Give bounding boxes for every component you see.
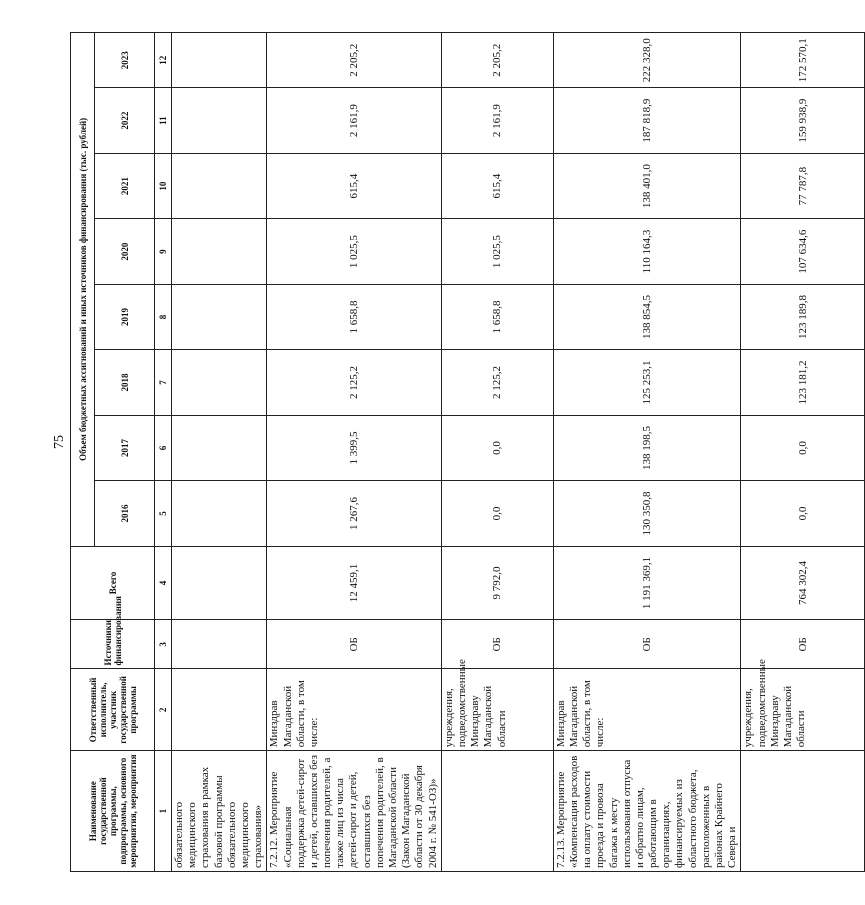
row-value-cell: 130 350,8	[553, 481, 741, 546]
row-value-cell: 138 854,5	[553, 284, 741, 349]
row-value-cell	[172, 546, 267, 620]
row-name-cell: обязательного медицинского страхования в рамках базовой программы обязательного медицинского страхования»	[172, 751, 267, 872]
row-value-cell: 123 189,8	[741, 284, 865, 349]
row-value-cell	[172, 88, 267, 153]
header-year: 2019	[95, 284, 155, 349]
row-value-cell: 9 792,0	[441, 546, 553, 620]
row-value-cell	[172, 153, 267, 218]
row-value-cell: 0,0	[441, 415, 553, 480]
row-source-cell: ОБ	[553, 620, 741, 669]
row-value-cell	[172, 219, 267, 284]
index-cell: 7	[155, 350, 172, 415]
row-value-cell: 1 658,8	[441, 284, 553, 349]
row-value-cell	[172, 481, 267, 546]
row-value-cell: 77 787,8	[741, 153, 865, 218]
row-value-cell: 110 164,3	[553, 219, 741, 284]
row-value-cell: 107 634,6	[741, 219, 865, 284]
row-value-cell: 0,0	[741, 415, 865, 480]
row-source-cell: ОБ	[441, 620, 553, 669]
row-executor-cell: Минздрав Магаданской области, в том числе:	[267, 669, 441, 751]
row-executor-cell	[172, 669, 267, 751]
header-year: 2016	[95, 481, 155, 546]
row-source-cell: ОБ	[267, 620, 441, 669]
index-cell: 2	[155, 669, 172, 751]
header-year: 2023	[95, 33, 155, 88]
row-value-cell	[172, 284, 267, 349]
header-year: 2022	[95, 88, 155, 153]
rotated-table-wrapper	[70, 32, 865, 872]
row-value-cell: 187 818,9	[553, 88, 741, 153]
index-cell: 1	[155, 751, 172, 872]
table-row	[267, 33, 441, 872]
row-value-cell: 1 267,6	[267, 481, 441, 546]
row-value-cell: 1 025,5	[267, 219, 441, 284]
header-year: 2018	[95, 350, 155, 415]
index-cell: 12	[155, 33, 172, 88]
row-value-cell: 0,0	[441, 481, 553, 546]
row-value-cell: 1 191 369,1	[553, 546, 741, 620]
row-value-cell: 138 401,0	[553, 153, 741, 218]
row-value-cell: 2 125,2	[267, 350, 441, 415]
row-name-cell	[441, 751, 553, 872]
header-funding: Объем бюджетных ассигнований и иных источников финансирования (тыс. рублей)	[71, 33, 95, 547]
row-value-cell: 2 161,9	[267, 88, 441, 153]
row-name-cell: 7.2.12. Мероприятие «Социальная поддержка детей-сирот и детей, оставшихся без попечения родителей, а также лиц из числа детей-сирот и детей, оставшихся без попечения родителей, в Магаданской области (Закон Магаданской области от 30 декабря 2004 г. № 541-ОЗ)»	[267, 751, 441, 872]
row-value-cell: 123 181,2	[741, 350, 865, 415]
row-value-cell: 172 570,1	[741, 33, 865, 88]
table-body	[172, 33, 865, 872]
row-value-cell: 0,0	[741, 481, 865, 546]
header-source: Источники финансирования	[71, 620, 155, 669]
row-value-cell: 138 198,5	[553, 415, 741, 480]
row-value-cell: 1 025,5	[441, 219, 553, 284]
row-value-cell: 125 253,1	[553, 350, 741, 415]
row-value-cell: 615,4	[267, 153, 441, 218]
index-cell: 6	[155, 415, 172, 480]
row-value-cell: 2 205,2	[441, 33, 553, 88]
table-row	[553, 33, 741, 872]
index-cell: 8	[155, 284, 172, 349]
row-value-cell: 1 399,5	[267, 415, 441, 480]
index-cell: 11	[155, 88, 172, 153]
header-name: Наименование государственной программы, подпрограммы, основного мероприятия, мероприятия	[71, 751, 155, 872]
row-value-cell: 764 302,4	[741, 546, 865, 620]
row-executor-cell: Минздрав Магаданской области, в том числе:	[553, 669, 741, 751]
row-value-cell: 2 125,2	[441, 350, 553, 415]
row-value-cell: 159 938,9	[741, 88, 865, 153]
table-row	[172, 33, 267, 872]
row-name-cell: 7.2.13. Мероприятие «Компенсация расходов на оплату стоимости проезда и провоза багажа к месту использования отпуска и обратно лицам, работающим в организациях, финансируемых из областного бюджета, расположенных в районах Крайнего Севера и	[553, 751, 741, 872]
row-value-cell: 2 205,2	[267, 33, 441, 88]
row-value-cell: 12 459,1	[267, 546, 441, 620]
page-number: 75	[52, 435, 67, 449]
index-cell: 3	[155, 620, 172, 669]
header-year: 2021	[95, 153, 155, 218]
row-value-cell: 222 328,0	[553, 33, 741, 88]
row-value-cell	[172, 33, 267, 88]
index-cell: 5	[155, 481, 172, 546]
row-source-cell	[172, 620, 267, 669]
header-executor: Ответственный исполнитель, участник государственной программы	[71, 669, 155, 751]
header-year: 2017	[95, 415, 155, 480]
row-executor-cell: учреждения, подведомственные Минздраву Магаданской области	[441, 669, 553, 751]
row-value-cell	[172, 350, 267, 415]
row-name-cell	[741, 751, 865, 872]
row-executor-cell: учреждения, подведомственные Минздраву Магаданской области	[741, 669, 865, 751]
row-value-cell: 615,4	[441, 153, 553, 218]
index-cell: 4	[155, 546, 172, 620]
row-source-cell: ОБ	[741, 620, 865, 669]
table-row	[441, 33, 553, 872]
row-value-cell: 1 658,8	[267, 284, 441, 349]
header-year: 2020	[95, 219, 155, 284]
table-row	[741, 33, 865, 872]
index-cell: 9	[155, 219, 172, 284]
row-value-cell: 2 161,9	[441, 88, 553, 153]
row-value-cell	[172, 415, 267, 480]
index-cell: 10	[155, 153, 172, 218]
funding-table	[70, 32, 865, 872]
header-total: Всего	[71, 546, 155, 620]
